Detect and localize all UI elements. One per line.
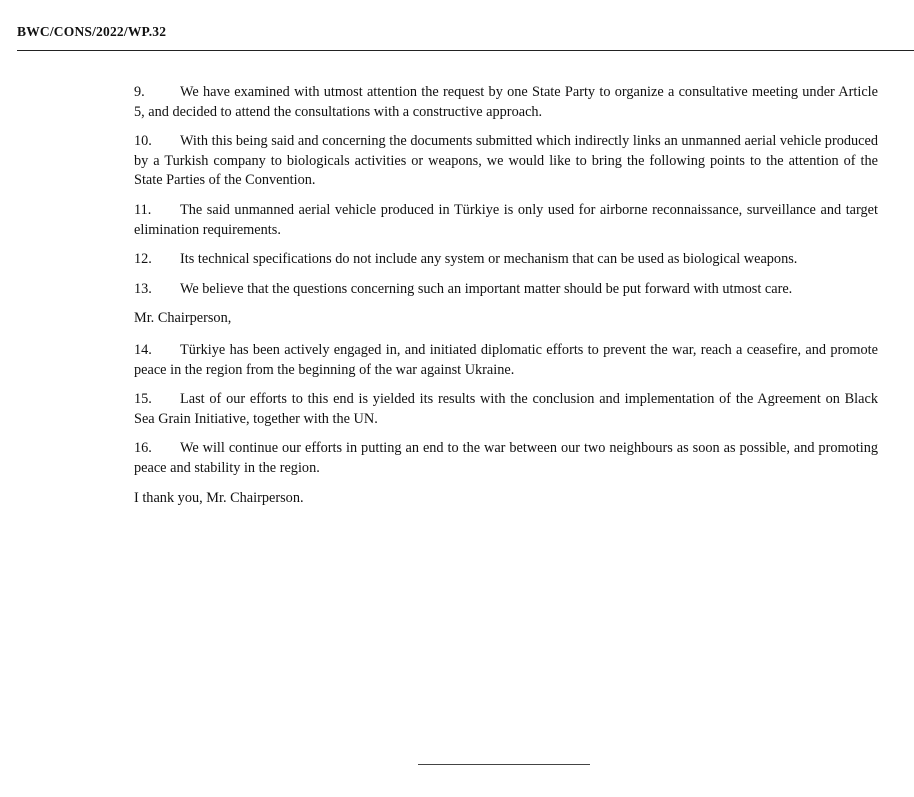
paragraph-12: [134, 250, 878, 270]
paragraph-number: 10.: [134, 133, 152, 150]
paragraph-text: We believe that the questions concerning such an important matter should be put forward with utmost care.: [180, 280, 793, 297]
paragraph-number: 13.: [134, 280, 152, 297]
paragraph-13: [134, 280, 878, 300]
paragraph-text: With this being said and concerning the documents submitted which indirectly links an unmanned aerial vehicle produced by a Turkish company to biologicals activities or weapons, we would like to bring the following points to the attention of the State Parties of the Convention.: [134, 133, 878, 189]
paragraph-number: 12.: [134, 251, 152, 268]
document-symbol: BWC/CONS/2022/WP.32: [17, 24, 167, 39]
paragraph-number: 11.: [134, 201, 152, 218]
paragraph-9: [134, 83, 878, 122]
paragraph-16: [134, 439, 878, 478]
end-of-document-rule: [418, 764, 590, 765]
paragraph-text: The said unmanned aerial vehicle produced in Türkiye is only used for airborne reconnaissance, surveillance and target elimination requirements.: [134, 201, 878, 238]
paragraph-number: 15.: [134, 391, 152, 408]
paragraph-15: [134, 390, 878, 429]
paragraph-10: [134, 132, 878, 191]
paragraph-number: 14.: [134, 341, 152, 358]
paragraph-number: 16.: [134, 440, 152, 457]
paragraph-text: Türkiye has been actively engaged in, and initiated diplomatic efforts to prevent the war, reach a ceasefire, and promote peace in the region from the beginning of the war against Ukraine.: [134, 341, 878, 378]
paragraph-text: Last of our efforts to this end is yielded its results with the conclusion and implementation of the Agreement on Black Sea Grain Initiative, together with the UN.: [134, 391, 878, 427]
paragraph-text: We have examined with utmost attention the request by one State Party to organize a consultative meeting under Article 5, and decided to attend the consultations with a constructive approach.: [134, 84, 878, 120]
closing-line: I thank you, Mr. Chairperson.: [134, 489, 304, 506]
paragraph-14: [134, 341, 878, 380]
header-rule: [17, 50, 914, 51]
paragraph-11: [134, 201, 878, 240]
paragraph-text: Its technical specifications do not include any system or mechanism that can be used as biological weapons.: [180, 251, 798, 268]
salutation: Mr. Chairperson,: [134, 310, 232, 327]
paragraph-number: 9.: [134, 84, 145, 100]
paragraph-text: We will continue our efforts in putting an end to the war between our two neighbours as soon as possible, and promoting peace and stability in the region.: [134, 440, 878, 476]
document-body: [134, 83, 878, 520]
